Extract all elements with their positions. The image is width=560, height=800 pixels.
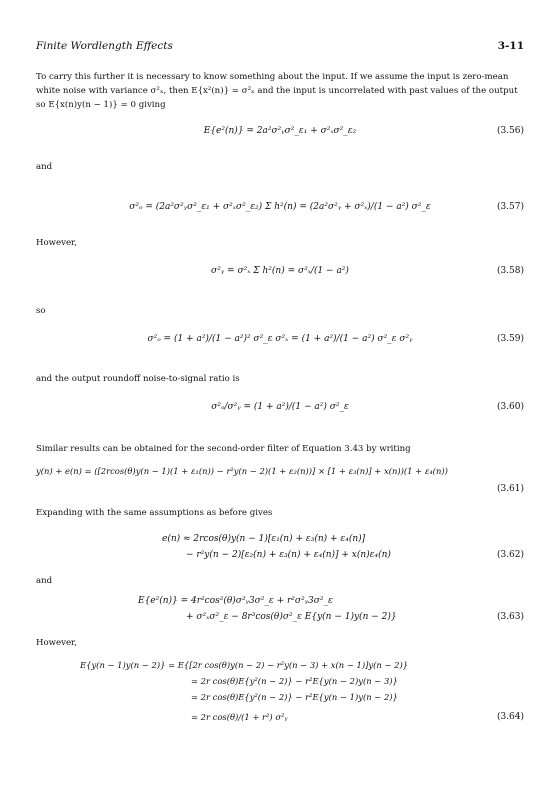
equation-body: σ²ₒ = (2a²σ²ᵧσ²_ε₁ + σ²ₓσ²_ε₂) Σ h²(n) = (2a²σ²ᵧ + σ²ₓ)/(1 − a²) σ²_ε — [129, 202, 431, 212]
equation-3-56 — [36, 126, 524, 156]
equation-line-1: E{e²(n)} = 4r²cos²(θ)σ²ᵧ3σ²_ε + r²σ²ᵧ3σ²_ε — [138, 596, 333, 606]
equation-3-63 — [36, 596, 524, 628]
paragraph-however-1: However, — [36, 238, 77, 248]
equation-line-4: = 2r cos(θ)/(1 + r²) σ²ᵧ — [191, 712, 288, 722]
equation-line-2: − r²y(n − 2)[ε₂(n) + ε₃(n) + ε₄(n)] + x(n)ε₄(n) — [186, 550, 391, 560]
equation-3-60 — [36, 402, 524, 432]
equation-number: (3.56) — [496, 126, 524, 136]
equation-line-1: E{y(n − 1)y(n − 2)} = E{[2r cos(θ)y(n − 2) − r²y(n − 3) + x(n − 1)]y(n − 2)} — [80, 660, 409, 670]
paragraph-however-2: However, — [36, 638, 77, 648]
paragraph-second-order: Similar results can be obtained for the second-order filter of Equation 3.43 by writing — [36, 444, 411, 454]
equation-3-58 — [36, 266, 524, 296]
page-number: 3-11 — [497, 40, 524, 52]
equation-number: (3.58) — [496, 266, 524, 276]
equation-body: σ²ₒ/σ²ᵧ = (1 + a²)/(1 − a²) σ²_ε — [211, 402, 349, 412]
paragraph-input-assumption: To carry this further it is necessary to know something about the input. If we assume the input is zero-mean white noise with variance σ²ₓ, then E{x²(n)} = σ²ₓ and the input is uncorrelated with past values of the output so E{x(n)y(n − 1)} = 0 giving — [36, 72, 518, 110]
paragraph-and-2: and — [36, 576, 53, 586]
equation-body: σ²ₒ = (1 + a²)/(1 − a²)² σ²_ε σ²ₓ = (1 + a²)/(1 − a²) σ²_ε σ²ᵧ — [147, 334, 413, 344]
equation-line-1: e(n) ≈ 2rcos(θ)y(n − 1)[ε₁(n) + ε₃(n) + ε₄(n)] — [162, 534, 366, 544]
equation-body: σ²ᵧ = σ²ₓ Σ h²(n) = σ²ₓ/(1 − a²) — [211, 266, 349, 276]
paragraph-so: so — [36, 306, 46, 316]
equation-number: (3.64) — [496, 712, 524, 722]
equation-3-61 — [36, 466, 524, 500]
equation-body: E{e²(n)} = 2a²σ²ᵧσ²_ε₁ + σ²ₓσ²_ε₂ — [203, 126, 357, 136]
equation-number: (3.62) — [496, 550, 524, 560]
paragraph-and-1: and — [36, 162, 53, 172]
equation-line-2: + σ²ₓσ²_ε − 8r³cos(θ)σ²_ε E{y(n − 1)y(n − 2)} — [186, 612, 397, 622]
equation-3-62 — [36, 534, 524, 566]
paragraph-expanding: Expanding with the same assumptions as before gives — [36, 508, 273, 518]
equation-number: (3.59) — [496, 334, 524, 344]
equation-number: (3.61) — [496, 484, 524, 494]
equation-number: (3.60) — [496, 402, 524, 412]
equation-3-64 — [36, 660, 524, 736]
equation-number: (3.57) — [496, 202, 524, 212]
equation-number: (3.63) — [496, 612, 524, 622]
running-header — [36, 40, 524, 56]
paragraph-noise-ratio: and the output roundoff noise-to-signal ratio is — [36, 374, 240, 384]
equation-line-3: = 2r cos(θ)E{y²(n − 2)} − r²E{y(n − 1)y(n − 2)} — [191, 692, 398, 702]
equation-body: y(n) + e(n) = ([2rcos(θ)y(n − 1)(1 + ε₁(n)) − r²y(n − 2)(1 + ε₂(n))] × [1 + ε₃(n)] + x(n))(1 + ε₄(n)) — [36, 466, 448, 476]
chapter-title: Finite Wordlength Effects — [36, 40, 173, 52]
equation-3-59 — [36, 334, 524, 364]
equation-line-2: = 2r cos(θ)E{y²(n − 2)} − r²E{y(n − 2)y(n − 3)} — [191, 676, 398, 686]
equation-3-57 — [36, 202, 524, 232]
